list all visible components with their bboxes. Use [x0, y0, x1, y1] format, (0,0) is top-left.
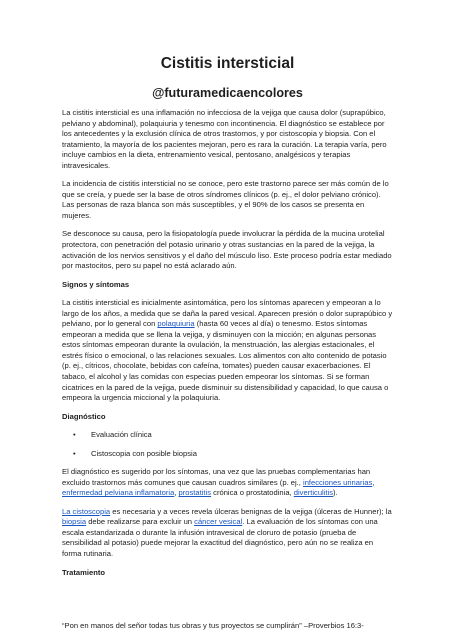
polaquiuria-link[interactable]: polaquiuria	[157, 319, 195, 329]
biopsia-link[interactable]: biopsia	[62, 517, 87, 527]
cistoscopia-link[interactable]: La cistoscopia	[62, 506, 111, 516]
author-handle: @futuramedicaencolores	[152, 86, 303, 100]
bullet-icon: •	[73, 430, 76, 440]
bullet-icon: •	[73, 448, 76, 458]
diagnosis2-text-c: . La evaluación de los síntomas con una escala estandarizada o durante la infusión intravesical de cloruro de potasio (prueba de sensibilidad al potasio) puede mejorar la exactitud del diagnóstico, pero aún no se realiza en forma rutinaria.	[62, 517, 378, 558]
diagnosis-list	[62, 430, 393, 459]
signs-paragraph	[62, 298, 393, 403]
intro-paragraph-2: La incidencia de cistitis intersticial no se conoce, pero este trastorno parece ser más común de lo que se creía, y puede ser la base de otros síndromes clínicos (p. ej., el dolor pelviano crónico). Las personas de raza blanca son más susceptibles, y el 90% de los casos se presenta en mujeres.	[62, 179, 389, 220]
diagnosis-text-end: ).	[333, 488, 338, 498]
signs-text-a: La cistitis intersticial es inicialmente asintomática, pero los síntomas aparecen y empeoran a lo largo de los años, a medida que se daña la pared vesical. Aparecen presión o dolor suprapúbico y pelviano, por lo general con	[62, 298, 393, 329]
signs-text-b: (hasta 60 veces al día) o tenesmo. Estos síntomas empeoran a medida que se llena la vejiga, y disminuyen con la micción; en algunas personas estos síntomas empeoran durante la ovulación, la menstruación, las alergias estacionales, el estrés físico o emocional, o las relaciones sexuales. Los alimentos con alto contenido de potasio (p. ej., cítricos, chocolate, bebidas con cafeína, tomates) pueden causar exacerbaciones. El tabaco, el alcohol y las comidas con especias pueden empeorar los síntomas. Si se forman cicatrices en la pared de la vejiga, puede disminuir su distensibilidad y capacidad, lo que causa o empeora la urgencia miccional y la polaquiuria.	[62, 319, 389, 403]
treatment-heading: Tratamiento	[62, 567, 106, 577]
enfermedad-pelviana-link[interactable]: enfermedad pelviana inflamatoria	[62, 488, 175, 498]
list-item-text: Evaluación clínica	[91, 430, 152, 440]
diverticulitis-link[interactable]: diverticulitis	[293, 488, 334, 498]
intro-paragraph-1: La cistitis intersticial es una inflamación no infecciosa de la vejiga que causa dolor (suprapúbico, pelviano y abdominal), polaquiuria y tenesmo con incontinencia. El diagnóstico se establece por los antecedentes y la exclusión clínica de otros trastornos, y por cistoscopia y biopsia. Con el tratamiento, la mayoría de los pacientes mejoran, pero es rara la curación. La terapia varía, pero incluye cambios en la dieta, entrenamiento vesical, pentosano, analgésicos y terapias intravesicales.	[62, 108, 387, 170]
intro-paragraph-3: Se desconoce su causa, pero la fisiopatología puede involucrar la pérdida de la mucina urotelial protectora, con penetración del potasio urinario y otras sustancias en la pared de la vejiga, la activación de los nervios sensitivos y el daño del músculo liso. Este proceso podría estar mediado por mastocitos, pero su papel no está aclarado aún.	[62, 229, 392, 271]
diagnosis-text-a: El diagnóstico es sugerido por los síntomas, una vez que las pruebas complementarias han excluido trastornos más comunes que causan cuadros similares (p. ej.,	[62, 467, 371, 487]
footer-quote: “Pon en manos del señor todas tus obras y tus proyectos se cumplirán” –Proverbios 16:3-	[62, 621, 364, 630]
diagnosis2-text-a: es necesaria y a veces revela úlceras benignas de la vejiga (úlceras de Hunner); la	[110, 506, 392, 516]
list-item	[62, 449, 393, 460]
separator: ,	[372, 477, 375, 487]
diagnosis-text-mid: crónica o prostatodinia,	[211, 488, 294, 498]
diagnosis-paragraph-2	[62, 507, 393, 560]
prostatitis-link[interactable]: prostatitis	[178, 488, 212, 498]
infecciones-urinarias-link[interactable]: infecciones urinarias	[303, 477, 373, 487]
cancer-vesical-link[interactable]: cáncer vesical	[194, 517, 243, 527]
separator: ,	[174, 488, 179, 498]
diagnosis-paragraph-1	[62, 467, 393, 499]
page-title: Cistitis intersticial	[160, 55, 295, 72]
diagnosis-heading: Diagnóstico	[62, 411, 106, 421]
signs-heading: Signos y síntomas	[62, 279, 130, 289]
list-item	[62, 430, 393, 441]
list-item-text: Cistoscopia con posible biopsia	[91, 448, 197, 458]
diagnosis2-text-b: debe realizarse para excluir un	[86, 517, 195, 527]
